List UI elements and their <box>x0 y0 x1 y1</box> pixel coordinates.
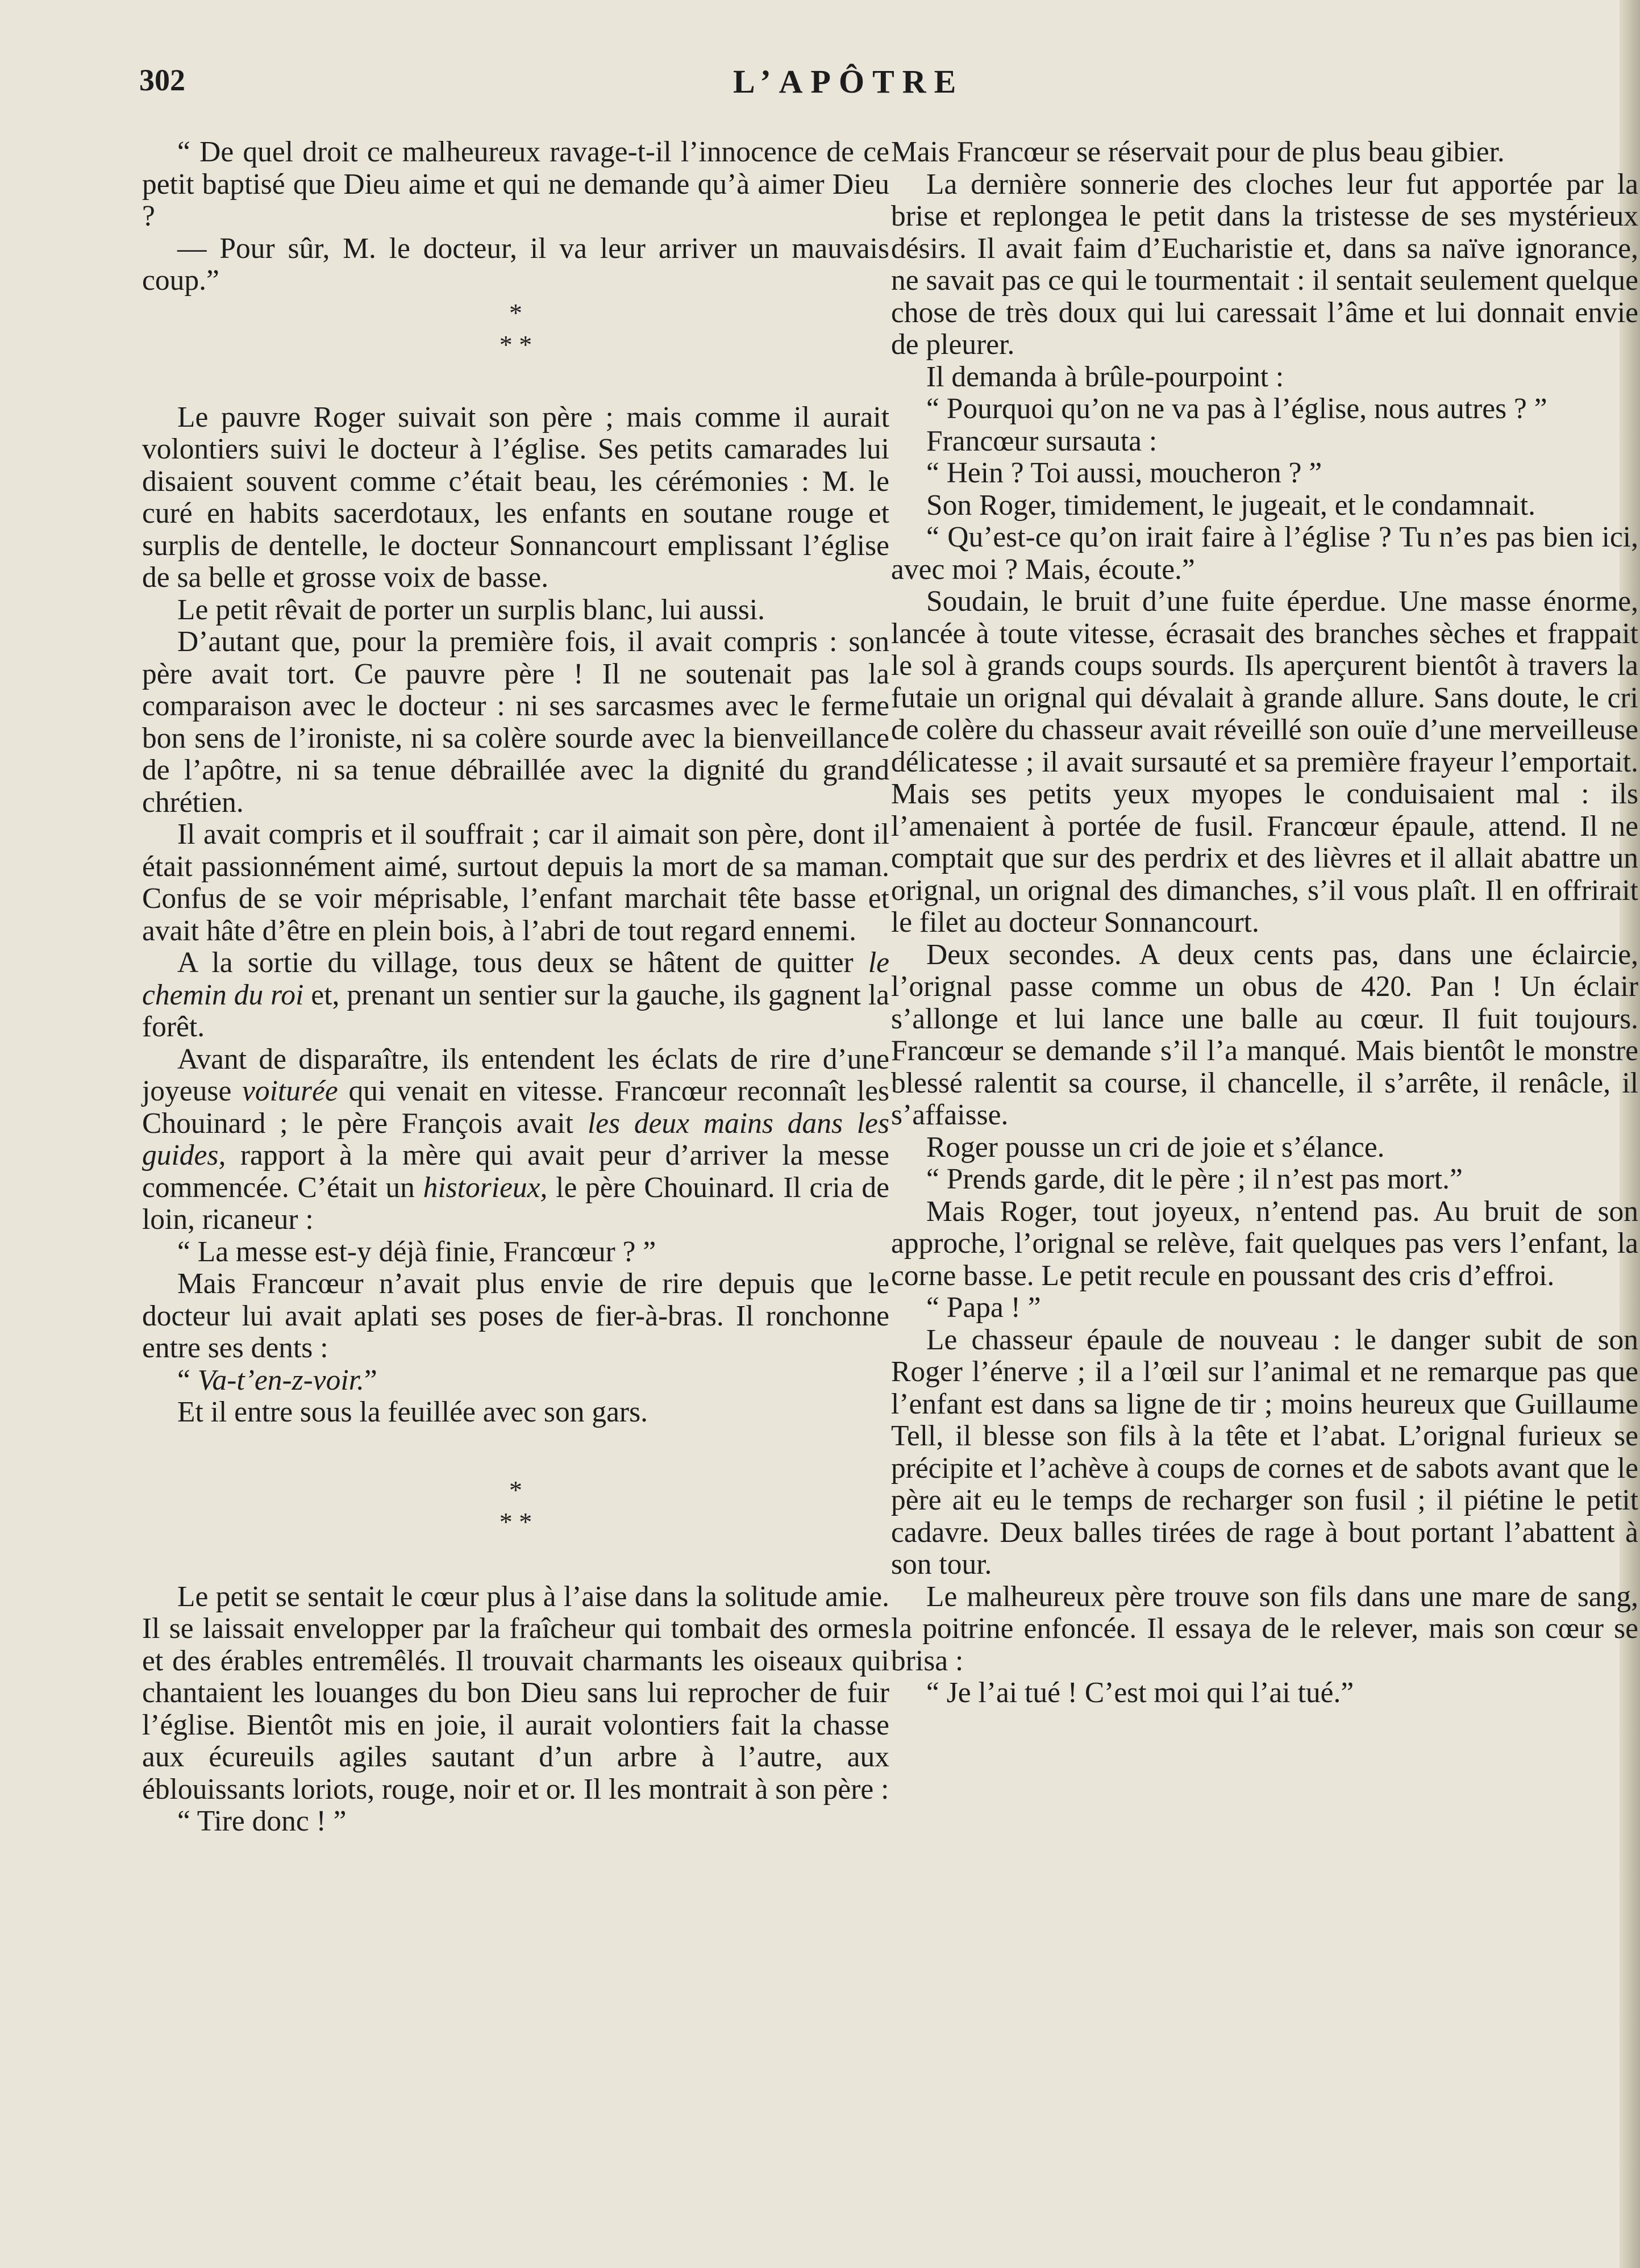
text-run: et, prenant un sentier sur la gauche, ils gagnent la forêt. <box>142 978 890 1043</box>
paragraph: Le petit rêvait de porter un surplis blanc, lui aussi. <box>177 593 765 626</box>
paragraph: Son Roger, timidement, le jugeait, et le condamnait. <box>926 489 1536 522</box>
section-separator-star: * <box>509 298 522 327</box>
paragraph: Il demanda à brûle-pourpoint : <box>926 360 1284 393</box>
italic-phrase: les deux mains dans les guides, <box>142 1107 890 1171</box>
paragraph: Roger pousse un cri de joie et s’élance. <box>926 1131 1385 1164</box>
paragraph: “ Papa ! ” <box>926 1291 1041 1324</box>
paragraph: “ La messe est-y déjà finie, Francœur ? ” <box>177 1235 656 1268</box>
paragraph: Mais Francœur se réservait pour de plus beau gibier. <box>891 136 1505 168</box>
paragraph: D’autant que, pour la première fois, il avait compris : son père avait tort. Ce pauvre père ! Il ne soutenait pas la comparaison avec le docteur : ni ses sarcasmes avec le ferme bon sens de l’ironiste, ni sa colère sourde avec la bienveillance de l’apôtre, ni sa tenue débraillée avec la dignité du grand chrétien. <box>142 626 889 819</box>
text-run: ” <box>364 1364 377 1396</box>
paragraph <box>142 1044 889 1236</box>
italic-phrase: Va-t’en-z-voir. <box>197 1364 364 1396</box>
paragraph: Et il entre sous la feuillée avec son gars. <box>177 1396 648 1428</box>
text-run: A la sortie du village, tous deux se hâtent de quitter <box>177 947 854 979</box>
italic-phrase: le chemin du roi <box>142 947 890 1011</box>
text-run: rapport à la mère qui avait peur d’arriver la messe commencée. C’était un <box>142 1139 889 1204</box>
paragraph: “ Pourquoi qu’on ne va pas à l’église, nous autres ? ” <box>926 393 1547 425</box>
paragraph: Le petit se sentait le cœur plus à l’aise dans la solitude amie. Il se laissait envelopper par la fraîcheur qui tombait des ormes et des érables entremêlés. Il trouvait charmants les oiseaux qui chantaient les louanges du bon Dieu sans lui reprocher de fuir l’église. Bientôt mis en joie, il aurait volontiers fait la chasse aux écureuils agiles sautant d’un arbre à l’autre, aux éblouissants loriots, rouge, noir et or. Il les montrait à son père : <box>142 1580 889 1806</box>
right-column <box>891 136 1638 1710</box>
page-number: 302 <box>139 63 185 97</box>
text-run: qui venait en vitesse. Francœur reconnaît les Chouinard ; le père François avait <box>142 1075 889 1140</box>
italic-phrase: voiturée <box>242 1075 338 1107</box>
paragraph: Francœur sursauta : <box>926 424 1158 457</box>
section-separator-stars: * * <box>499 1507 532 1536</box>
paragraph: “ Hein ? Toi aussi, moucheron ? ” <box>926 457 1322 489</box>
paragraph: Soudain, le bruit d’une fuite éperdue. Une masse énorme, lancée à toute vitesse, écrasait des branches sèches et frappait le sol à grands coups sourds. Ils aperçurent bientôt à travers la futaie un orignal qui dévalait à grande allure. Sans doute, le cri de colère du chasseur avait réveillé son ouïe d’une merveilleuse délicatesse ; il avait sursauté et sa première frayeur l’emportait. Mais ses petits yeux myopes le conduisaient mal : ils l’amenaient à portée de fusil. Francœur épaule, attend. Il ne comptait que sur des perdrix et des lièvres et il allait abattre un orignal, un orignal des dimanches, s’il vous plaît. Il en offrirait le filet au docteur Sonnancourt. <box>891 585 1638 939</box>
paragraph: Il avait compris et il souffrait ; car il aimait son père, dont il était passionnément aimé, surtout depuis la mort de sa maman. Confus de se voir méprisable, l’enfant marchait tête basse et avait hâte d’être en plein bois, à l’abri de tout regard ennemi. <box>142 818 889 947</box>
paragraph: “ De quel droit ce malheureux ravage-t-il l’innocence de ce petit baptisé que Dieu aime et qui ne demande qu’à aimer Dieu ? <box>142 136 889 232</box>
paragraph: “ Qu’est-ce qu’on irait faire à l’église ? Tu n’es pas bien ici, avec moi ? Mais, écoute.” <box>891 521 1638 586</box>
paragraph: “ Je l’ai tué ! C’est moi qui l’ai tué.” <box>926 1677 1354 1709</box>
paragraph: Mais Francœur n’avait plus envie de rire depuis que le docteur lui avait aplati ses poses de fier-à-bras. Il ronchonne entre ses dents : <box>142 1268 889 1364</box>
text-run: le père Chouinard. Il cria de loin, ricaneur : <box>142 1171 889 1236</box>
paragraph: “ Prends garde, dit le père ; il n’est pas mort.” <box>926 1163 1463 1195</box>
section-separator-stars: * * <box>499 330 532 359</box>
page-header <box>0 62 1640 108</box>
paragraph: — Pour sûr, M. le docteur, il va leur arriver un mauvais coup.” <box>142 232 889 297</box>
paragraph: Mais Roger, tout joyeux, n’entend pas. Au bruit de son approche, l’orignal se relève, fait quelques pas vers l’enfant, la corne basse. Le petit recule en poussant des cris d’effroi. <box>891 1195 1638 1292</box>
section-separator-star: * <box>509 1475 522 1504</box>
paragraph: Le malheureux père trouve son fils dans une mare de sang, la poitrine enfoncée. Il essaya de le relever, mais son cœur se brisa : <box>891 1580 1638 1677</box>
paragraph <box>142 947 889 1044</box>
left-column <box>142 136 889 1838</box>
paragraph: “ Tire donc ! ” <box>177 1805 347 1837</box>
paragraph: La dernière sonnerie des cloches leur fut apportée par la brise et replongea le petit dans la tristesse de ses mystérieux désirs. Il avait faim d’Eucharistie et, dans sa naïve ignorance, ne savait pas ce qui le tourmentait : il sentait seulement quelque chose de très doux qui lui caressait l’âme et lui donnait envie de pleurer. <box>891 168 1638 361</box>
paragraph: Le pauvre Roger suivait son père ; mais comme il aurait volontiers suivi le docteur à l’église. Ses petits camarades lui disaient souvent comme c’était beau, les cérémonies : M. le curé en habits sacerdotaux, les enfants en soutane rouge et surplis de dentelle, le docteur Sonnancourt emplissant l’église de sa belle et grosse voix de basse. <box>142 401 889 594</box>
paragraph: Deux secondes. A deux cents pas, dans une éclaircie, l’orignal passe comme un obus de 420. Pan ! Un éclair s’allonge et lui lance une balle au cœur. Il fuit toujours. Francœur se demande s’il l’a manqué. Mais bientôt le monstre blessé ralentit sa course, il chancelle, il s’arrête, il renâcle, il s’affaisse. <box>891 938 1638 1131</box>
paragraph <box>142 1365 889 1397</box>
running-title: L’APÔTRE <box>733 63 964 100</box>
italic-phrase: historieux, <box>423 1171 548 1204</box>
text-run: “ <box>177 1364 190 1396</box>
paragraph: Le chasseur épaule de nouveau : le danger subit de son Roger l’énerve ; il a l’œil sur l’animal et ne remarque pas que l’enfant est dans sa ligne de tir ; moins heureux que Guillaume Tell, il blesse son fils à la tête et l’abat. L’orignal furieux se précipite et l’achève à coups de cornes et de sabots avant que le père ait eu le temps de recharger son fusil ; il piétine le petit cadavre. Deux balles tirées de rage à bout portant l’abattent à son tour. <box>891 1323 1638 1581</box>
text-run: Avant de disparaître, ils entendent les éclats de rire d’une joyeuse <box>142 1043 889 1107</box>
